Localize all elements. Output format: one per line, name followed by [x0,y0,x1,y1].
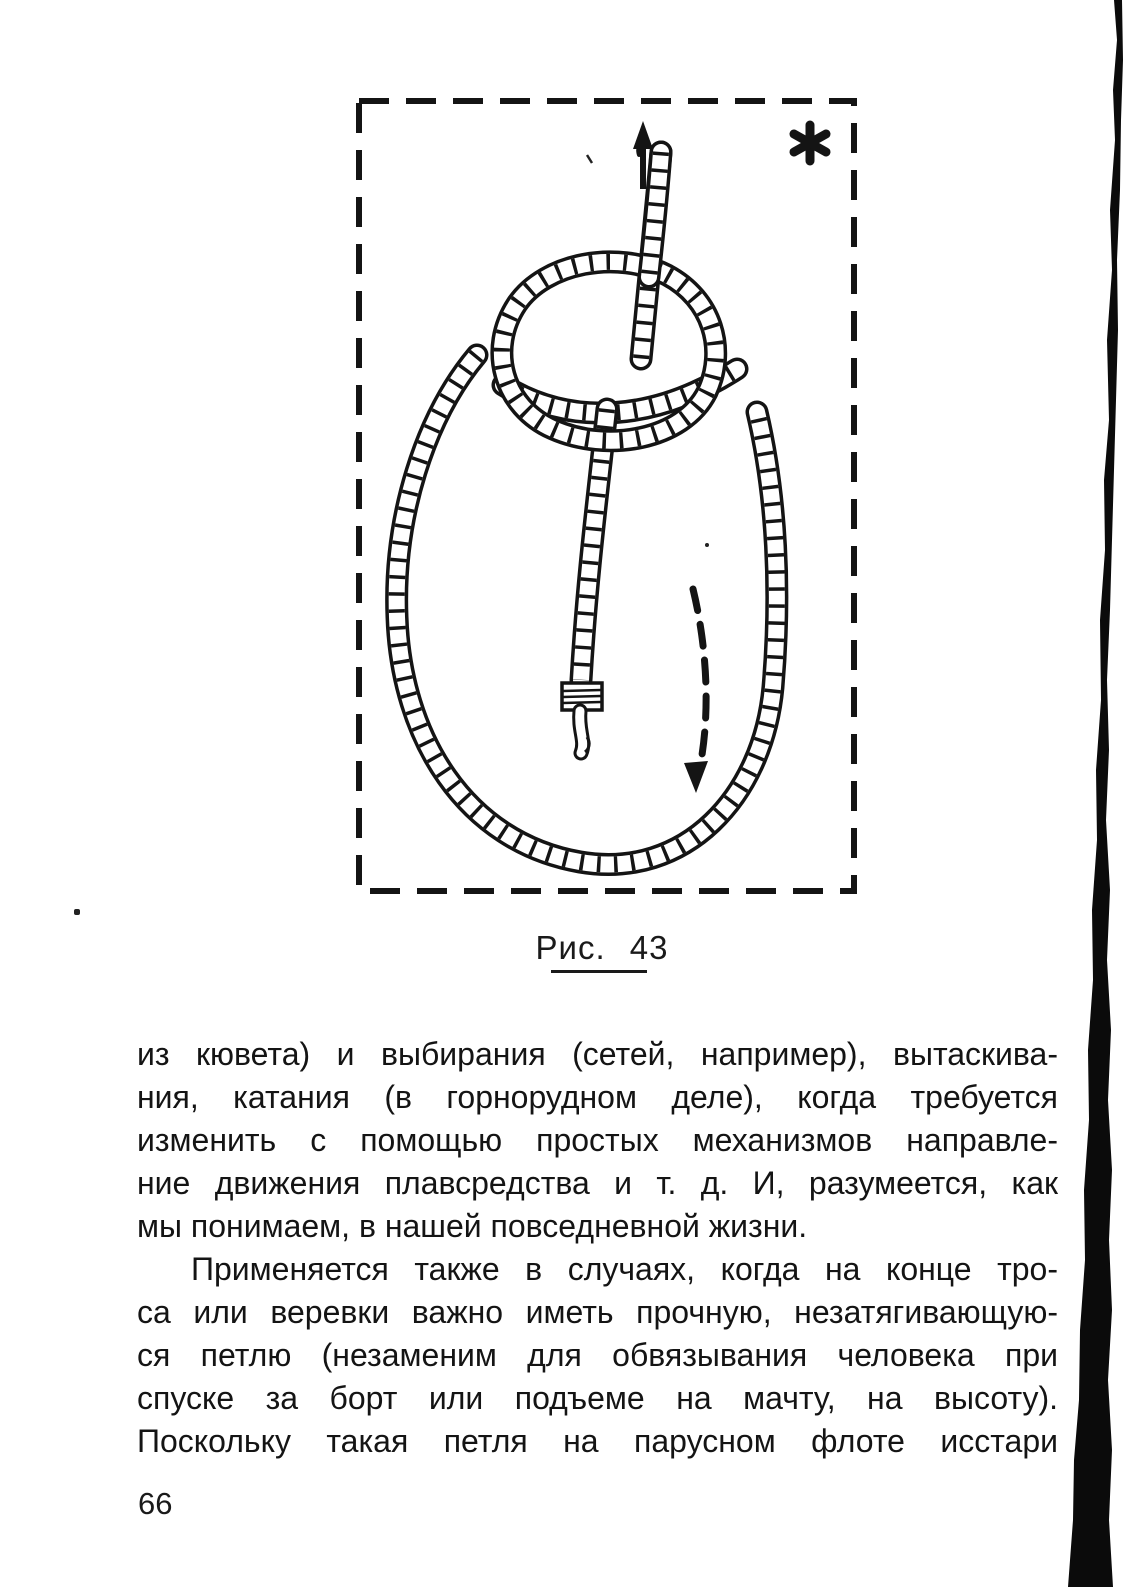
pull-direction-arrow-icon [684,589,708,793]
page-number: 66 [138,1486,173,1521]
scan-speck [705,543,709,547]
text-line: мы понимаем, в нашей повседневной жизни. [137,1208,808,1244]
text-line: Поскольку такая петля на парусном флоте исстари [137,1423,1058,1459]
text-line: ся петлю (незаменим для обвязывания человека при [137,1337,1058,1373]
text-line: ния, катания (в горнорудном деле), когда требуется [137,1079,1058,1115]
text-line: спуске за борт или подъеме на мачту, на высоту). [137,1380,1058,1416]
caption-underline [551,970,647,973]
text-line: Применяется также в случаях, когда на конце тро- [191,1251,1058,1287]
text-line: са или веревки важно иметь прочную, незатягивающую- [137,1294,1058,1330]
figure-43 [355,97,858,895]
scan-speck [74,909,80,915]
asterisk-icon [794,125,826,161]
text-line: из кювета) и выбирания (сетей, например), вытаскива- [137,1036,1058,1072]
rope-standing-part-top [649,152,661,277]
body-text [137,1033,1058,1463]
knot-illustration [355,97,858,895]
figure-caption: Рис. 43 [535,929,669,966]
rope-tail-tip [580,711,590,753]
scan-speck [587,155,592,163]
text-line: ние движения плавсредства и т. д. И, разумеется, как [137,1165,1058,1201]
text-line: изменить с помощью простых механизмов направле- [137,1122,1058,1158]
